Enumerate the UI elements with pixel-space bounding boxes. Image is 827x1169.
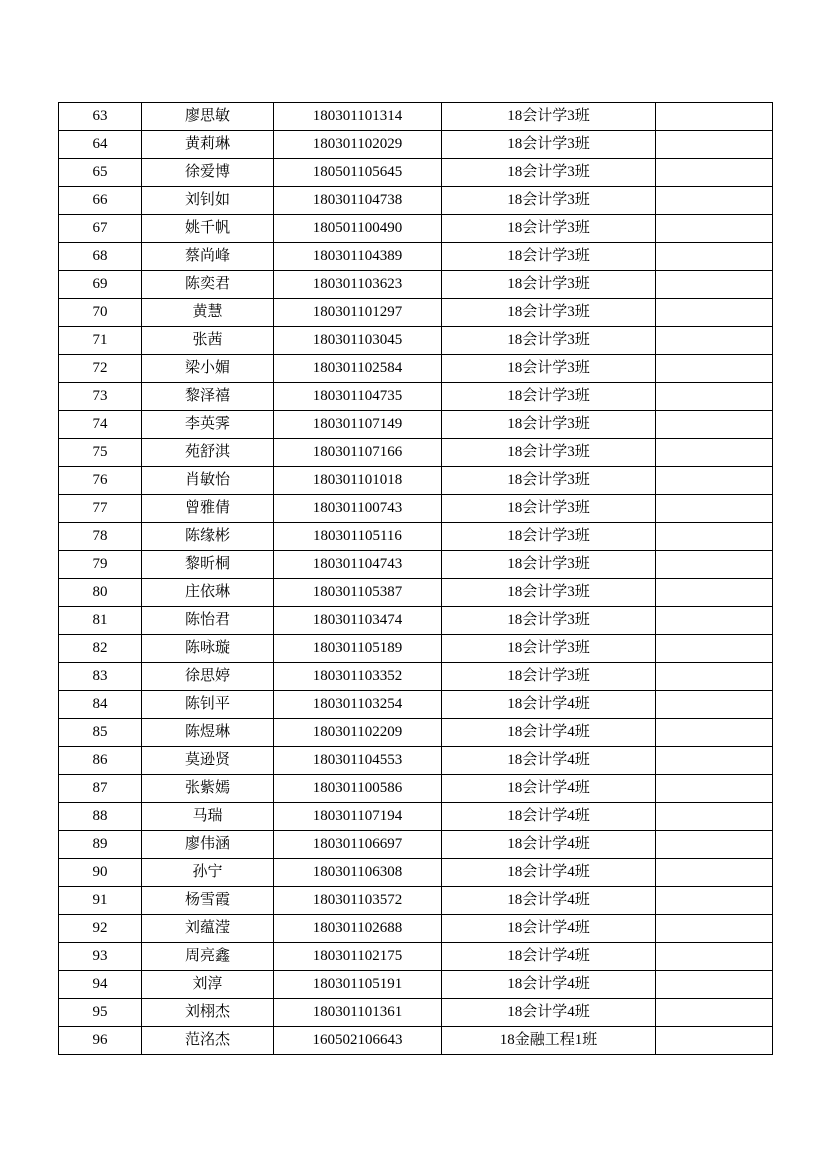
table-row	[59, 1027, 773, 1055]
student-name-cell: 陈钊平	[142, 691, 274, 719]
table-row	[59, 803, 773, 831]
row-number-cell: 86	[59, 747, 142, 775]
remark-cell	[656, 859, 773, 887]
student-name-cell: 庄依琳	[142, 579, 274, 607]
class-name-cell: 18会计学3班	[442, 327, 656, 355]
row-number-cell: 87	[59, 775, 142, 803]
student-id-cell: 160502106643	[274, 1027, 442, 1055]
table-row	[59, 719, 773, 747]
row-number-cell: 64	[59, 131, 142, 159]
remark-cell	[656, 271, 773, 299]
table-row	[59, 859, 773, 887]
student-id-cell: 180301107149	[274, 411, 442, 439]
class-name-cell: 18会计学3班	[442, 635, 656, 663]
row-number-cell: 71	[59, 327, 142, 355]
remark-cell	[656, 943, 773, 971]
row-number-cell: 74	[59, 411, 142, 439]
remark-cell	[656, 803, 773, 831]
class-name-cell: 18会计学4班	[442, 971, 656, 999]
remark-cell	[656, 915, 773, 943]
student-id-cell: 180301105189	[274, 635, 442, 663]
student-id-cell: 180301101018	[274, 467, 442, 495]
remark-cell	[656, 747, 773, 775]
row-number-cell: 68	[59, 243, 142, 271]
student-id-cell: 180301103572	[274, 887, 442, 915]
row-number-cell: 81	[59, 607, 142, 635]
class-name-cell: 18会计学4班	[442, 999, 656, 1027]
row-number-cell: 79	[59, 551, 142, 579]
student-name-cell: 刘钊如	[142, 187, 274, 215]
class-name-cell: 18会计学3班	[442, 467, 656, 495]
remark-cell	[656, 607, 773, 635]
row-number-cell: 80	[59, 579, 142, 607]
student-id-cell: 180301102175	[274, 943, 442, 971]
student-id-cell: 180301101314	[274, 103, 442, 131]
row-number-cell: 89	[59, 831, 142, 859]
table-row	[59, 327, 773, 355]
student-name-cell: 陈缘彬	[142, 523, 274, 551]
remark-cell	[656, 215, 773, 243]
remark-cell	[656, 579, 773, 607]
student-id-cell: 180301107194	[274, 803, 442, 831]
student-id-cell: 180301105116	[274, 523, 442, 551]
student-name-cell: 刘蕴滢	[142, 915, 274, 943]
student-id-cell: 180301103254	[274, 691, 442, 719]
remark-cell	[656, 775, 773, 803]
class-name-cell: 18会计学4班	[442, 859, 656, 887]
remark-cell	[656, 495, 773, 523]
remark-cell	[656, 999, 773, 1027]
row-number-cell: 93	[59, 943, 142, 971]
student-id-cell: 180301106308	[274, 859, 442, 887]
table-row	[59, 607, 773, 635]
row-number-cell: 83	[59, 663, 142, 691]
student-name-cell: 姚千帆	[142, 215, 274, 243]
row-number-cell: 95	[59, 999, 142, 1027]
class-name-cell: 18会计学3班	[442, 187, 656, 215]
row-number-cell: 75	[59, 439, 142, 467]
remark-cell	[656, 243, 773, 271]
class-name-cell: 18会计学4班	[442, 887, 656, 915]
table-row	[59, 383, 773, 411]
student-id-cell: 180301103474	[274, 607, 442, 635]
student-name-cell: 黄莉琳	[142, 131, 274, 159]
class-name-cell: 18会计学4班	[442, 719, 656, 747]
row-number-cell: 73	[59, 383, 142, 411]
row-number-cell: 63	[59, 103, 142, 131]
table-row	[59, 999, 773, 1027]
row-number-cell: 88	[59, 803, 142, 831]
student-id-cell: 180301100586	[274, 775, 442, 803]
student-name-cell: 肖敏怡	[142, 467, 274, 495]
student-name-cell: 孙宁	[142, 859, 274, 887]
remark-cell	[656, 635, 773, 663]
remark-cell	[656, 663, 773, 691]
class-name-cell: 18会计学4班	[442, 943, 656, 971]
student-id-cell: 180301105191	[274, 971, 442, 999]
student-name-cell: 蔡尚峰	[142, 243, 274, 271]
class-name-cell: 18会计学3班	[442, 551, 656, 579]
table-row	[59, 187, 773, 215]
remark-cell	[656, 159, 773, 187]
table-row	[59, 495, 773, 523]
student-name-cell: 梁小媚	[142, 355, 274, 383]
student-name-cell: 廖伟涵	[142, 831, 274, 859]
student-id-cell: 180301104738	[274, 187, 442, 215]
student-id-cell: 180301102029	[274, 131, 442, 159]
table-row	[59, 411, 773, 439]
student-id-cell: 180501100490	[274, 215, 442, 243]
student-name-cell: 杨雪霞	[142, 887, 274, 915]
table-row	[59, 915, 773, 943]
student-name-cell: 刘栩杰	[142, 999, 274, 1027]
row-number-cell: 92	[59, 915, 142, 943]
class-name-cell: 18会计学4班	[442, 831, 656, 859]
class-name-cell: 18会计学3班	[442, 495, 656, 523]
remark-cell	[656, 467, 773, 495]
table-row	[59, 943, 773, 971]
class-name-cell: 18会计学3班	[442, 243, 656, 271]
table-row	[59, 887, 773, 915]
row-number-cell: 91	[59, 887, 142, 915]
remark-cell	[656, 131, 773, 159]
student-id-cell: 180301102209	[274, 719, 442, 747]
student-name-cell: 张茜	[142, 327, 274, 355]
remark-cell	[656, 523, 773, 551]
row-number-cell: 77	[59, 495, 142, 523]
remark-cell	[656, 355, 773, 383]
student-id-cell: 180301105387	[274, 579, 442, 607]
table-row	[59, 831, 773, 859]
class-name-cell: 18会计学4班	[442, 775, 656, 803]
remark-cell	[656, 719, 773, 747]
student-name-cell: 张紫嫣	[142, 775, 274, 803]
student-name-cell: 刘淳	[142, 971, 274, 999]
student-roster-table	[58, 102, 773, 1055]
class-name-cell: 18会计学3班	[442, 579, 656, 607]
remark-cell	[656, 887, 773, 915]
table-row	[59, 663, 773, 691]
student-name-cell: 廖思敏	[142, 103, 274, 131]
student-name-cell: 陈奕君	[142, 271, 274, 299]
row-number-cell: 66	[59, 187, 142, 215]
remark-cell	[656, 831, 773, 859]
student-name-cell: 莫逊贤	[142, 747, 274, 775]
student-name-cell: 李英霁	[142, 411, 274, 439]
student-id-cell: 180301104735	[274, 383, 442, 411]
table-row	[59, 355, 773, 383]
class-name-cell: 18会计学3班	[442, 663, 656, 691]
table-row	[59, 299, 773, 327]
row-number-cell: 96	[59, 1027, 142, 1055]
class-name-cell: 18会计学3班	[442, 383, 656, 411]
table-row	[59, 635, 773, 663]
table-row	[59, 103, 773, 131]
row-number-cell: 90	[59, 859, 142, 887]
student-id-cell: 180301100743	[274, 495, 442, 523]
remark-cell	[656, 691, 773, 719]
student-name-cell: 苑舒淇	[142, 439, 274, 467]
student-id-cell: 180301106697	[274, 831, 442, 859]
class-name-cell: 18会计学3班	[442, 159, 656, 187]
table-row	[59, 971, 773, 999]
table-row	[59, 523, 773, 551]
student-name-cell: 黎泽禧	[142, 383, 274, 411]
table-row	[59, 159, 773, 187]
student-id-cell: 180301103045	[274, 327, 442, 355]
student-id-cell: 180301103623	[274, 271, 442, 299]
class-name-cell: 18会计学3班	[442, 271, 656, 299]
table-row	[59, 467, 773, 495]
student-name-cell: 周亮鑫	[142, 943, 274, 971]
row-number-cell: 78	[59, 523, 142, 551]
remark-cell	[656, 411, 773, 439]
remark-cell	[656, 971, 773, 999]
student-id-cell: 180301104743	[274, 551, 442, 579]
student-name-cell: 陈咏璇	[142, 635, 274, 663]
class-name-cell: 18会计学3班	[442, 607, 656, 635]
class-name-cell: 18会计学3班	[442, 523, 656, 551]
row-number-cell: 76	[59, 467, 142, 495]
student-name-cell: 徐思婷	[142, 663, 274, 691]
row-number-cell: 69	[59, 271, 142, 299]
remark-cell	[656, 187, 773, 215]
class-name-cell: 18会计学4班	[442, 803, 656, 831]
student-name-cell: 徐爱博	[142, 159, 274, 187]
class-name-cell: 18会计学3班	[442, 103, 656, 131]
student-id-cell: 180301102584	[274, 355, 442, 383]
row-number-cell: 82	[59, 635, 142, 663]
student-id-cell: 180301101297	[274, 299, 442, 327]
student-name-cell: 陈煜琳	[142, 719, 274, 747]
student-name-cell: 陈怡君	[142, 607, 274, 635]
class-name-cell: 18会计学4班	[442, 747, 656, 775]
student-id-cell: 180301107166	[274, 439, 442, 467]
remark-cell	[656, 1027, 773, 1055]
student-id-cell: 180301102688	[274, 915, 442, 943]
row-number-cell: 70	[59, 299, 142, 327]
row-number-cell: 85	[59, 719, 142, 747]
row-number-cell: 65	[59, 159, 142, 187]
class-name-cell: 18会计学3班	[442, 215, 656, 243]
row-number-cell: 94	[59, 971, 142, 999]
table-row	[59, 271, 773, 299]
student-id-cell: 180301104389	[274, 243, 442, 271]
class-name-cell: 18会计学3班	[442, 355, 656, 383]
class-name-cell: 18会计学3班	[442, 411, 656, 439]
class-name-cell: 18会计学3班	[442, 299, 656, 327]
student-name-cell: 黄慧	[142, 299, 274, 327]
remark-cell	[656, 551, 773, 579]
class-name-cell: 18会计学4班	[442, 691, 656, 719]
table-row	[59, 551, 773, 579]
remark-cell	[656, 383, 773, 411]
class-name-cell: 18金融工程1班	[442, 1027, 656, 1055]
remark-cell	[656, 327, 773, 355]
student-id-cell: 180301104553	[274, 747, 442, 775]
student-name-cell: 范洺杰	[142, 1027, 274, 1055]
remark-cell	[656, 103, 773, 131]
student-id-cell: 180301101361	[274, 999, 442, 1027]
class-name-cell: 18会计学4班	[442, 915, 656, 943]
roster-body	[59, 103, 773, 1055]
student-name-cell: 曾雅倩	[142, 495, 274, 523]
table-row	[59, 691, 773, 719]
student-name-cell: 马瑞	[142, 803, 274, 831]
remark-cell	[656, 439, 773, 467]
student-id-cell: 180501105645	[274, 159, 442, 187]
class-name-cell: 18会计学3班	[442, 131, 656, 159]
row-number-cell: 84	[59, 691, 142, 719]
table-row	[59, 579, 773, 607]
table-row	[59, 775, 773, 803]
table-row	[59, 747, 773, 775]
table-row	[59, 215, 773, 243]
row-number-cell: 72	[59, 355, 142, 383]
remark-cell	[656, 299, 773, 327]
table-row	[59, 243, 773, 271]
table-row	[59, 131, 773, 159]
table-row	[59, 439, 773, 467]
student-id-cell: 180301103352	[274, 663, 442, 691]
student-name-cell: 黎昕桐	[142, 551, 274, 579]
row-number-cell: 67	[59, 215, 142, 243]
class-name-cell: 18会计学3班	[442, 439, 656, 467]
